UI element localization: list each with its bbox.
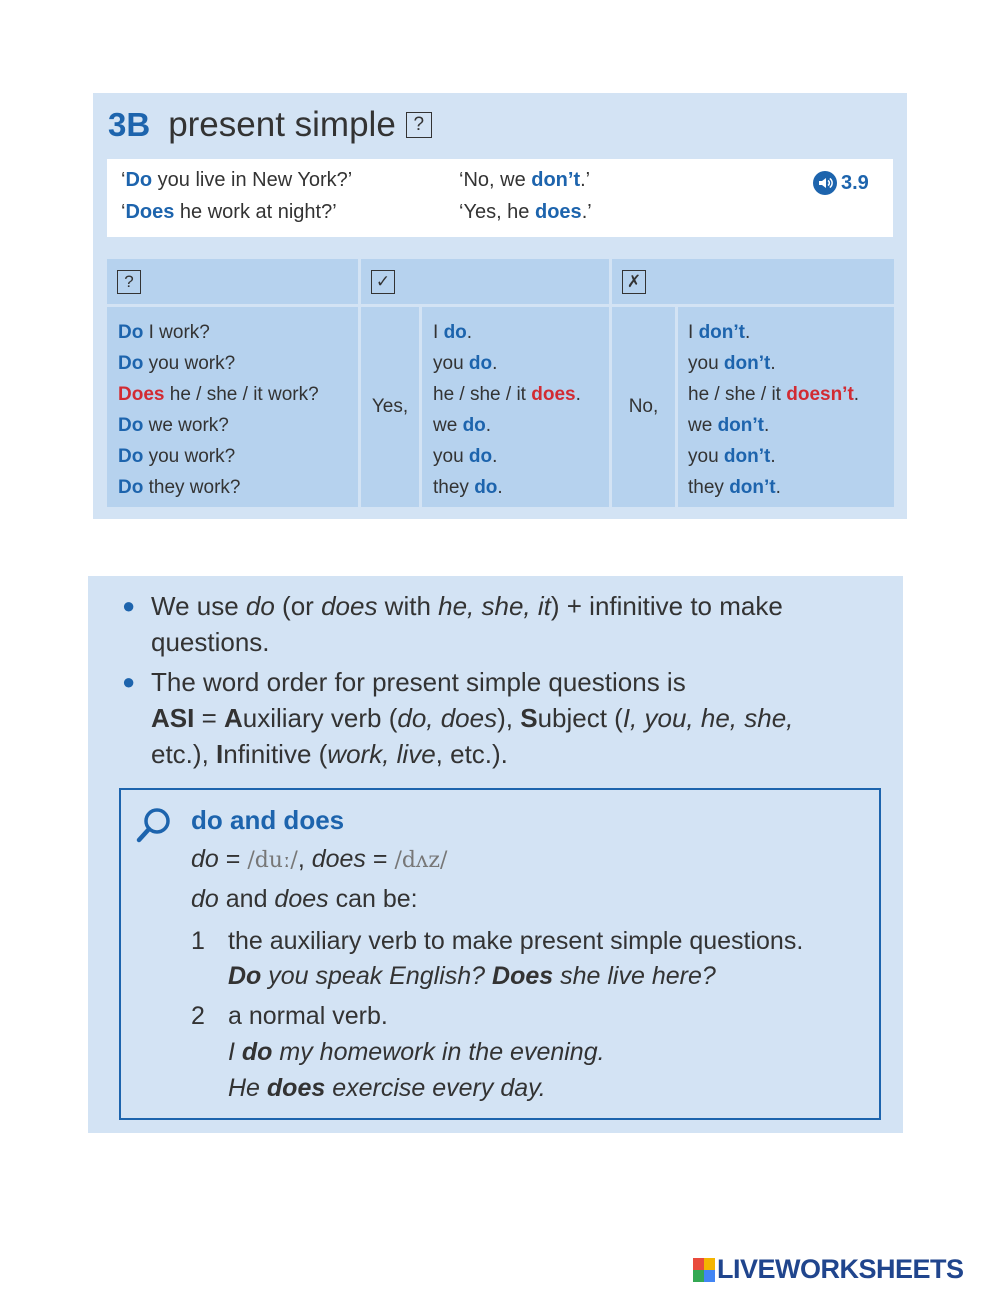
audio-track-number: 3.9 (841, 171, 869, 194)
no-cell (612, 307, 675, 507)
list-item: Do you work? (118, 446, 236, 467)
checkmark-icon: ✓ (371, 270, 395, 294)
list-item: you do. (433, 446, 498, 467)
example-sentences (107, 159, 893, 237)
section-heading: present simple (168, 105, 396, 144)
search-icon (135, 806, 173, 849)
list-item: they do. (433, 477, 503, 498)
example-question-1: ‘Do you live in New York?’ (121, 169, 353, 191)
question-forms (118, 317, 319, 503)
item-1-example: Do you speak English? Does she live here? (228, 962, 716, 990)
section-title (108, 99, 432, 151)
list-item: I do. (433, 322, 473, 343)
example-answer-1: ‘No, we don’t.’ (459, 169, 591, 191)
logo-icon (693, 1258, 715, 1282)
logo-text: LIVEWORKSHEETS (717, 1254, 964, 1284)
list-item: he / she / it doesn’t. (688, 384, 860, 405)
audio-track[interactable] (813, 171, 869, 195)
rule-item-2: ● The word order for present simple questions is ASI = Auxiliary verb (do, does), Subject (I, you, he, she, etc.), Infinitive (work, live, etc.). (120, 664, 890, 772)
item-number-1: 1 (191, 927, 205, 955)
no-label: No, (628, 396, 659, 417)
example-answer-2: ‘Yes, he does.’ (459, 201, 592, 223)
item-2-text: a normal verb. (228, 1002, 388, 1030)
list-item: he / she / it does. (433, 384, 581, 405)
pronunciation-line: do = /duː/, does = /dʌz/ (191, 845, 448, 873)
section-number: 3B (108, 106, 151, 143)
yes-cell (361, 307, 419, 507)
negative-column-header (612, 259, 894, 304)
item-1-text: the auxiliary verb to make present simple questions. (228, 927, 804, 955)
list-item: you do. (433, 353, 498, 374)
list-item: Do we work? (118, 415, 229, 436)
question-mark-icon: ? (117, 270, 141, 294)
list-item: Do I work? (118, 322, 210, 343)
question-column-header (107, 259, 358, 304)
conjugation-table (107, 259, 894, 507)
list-item: Do they work? (118, 477, 241, 498)
do-and-does-box (119, 788, 881, 1120)
positive-forms (433, 317, 581, 503)
question-forms-cell (107, 307, 358, 507)
intro-line: do and does can be: (191, 885, 418, 913)
list-item: Do you work? (118, 353, 236, 374)
cross-icon: ✗ (622, 270, 646, 294)
negative-forms (688, 317, 859, 503)
rules-list (120, 588, 890, 776)
list-item: you don’t. (688, 353, 776, 374)
negative-forms-cell (678, 307, 894, 507)
list-item: you don’t. (688, 446, 776, 467)
list-item: we do. (433, 415, 492, 436)
list-item: they don’t. (688, 477, 781, 498)
rules-panel (88, 576, 903, 1133)
item-2-example-2: He does exercise every day. (228, 1074, 546, 1102)
question-box-icon: ? (406, 112, 432, 138)
rule-item-1: ● We use do (or does with he, she, it) + infinitive to make questions. (120, 588, 890, 660)
item-number-2: 2 (191, 1002, 205, 1030)
item-2-example-1: I do my homework in the evening. (228, 1038, 605, 1066)
yes-label: Yes, (371, 396, 409, 417)
list-item: Does he / she / it work? (118, 384, 319, 405)
bullet-icon: ● (122, 593, 136, 618)
box-heading: do and does (191, 805, 345, 835)
speaker-icon[interactable] (813, 171, 837, 195)
grammar-panel (93, 93, 907, 519)
example-question-2: ‘Does he work at night?’ (121, 201, 337, 223)
list-item: we don’t. (688, 415, 770, 436)
bullet-icon: ● (122, 669, 136, 694)
list-item: I don’t. (688, 322, 751, 343)
liveworksheets-logo[interactable] (693, 1254, 964, 1285)
positive-column-header (361, 259, 609, 304)
positive-forms-cell (422, 307, 609, 507)
